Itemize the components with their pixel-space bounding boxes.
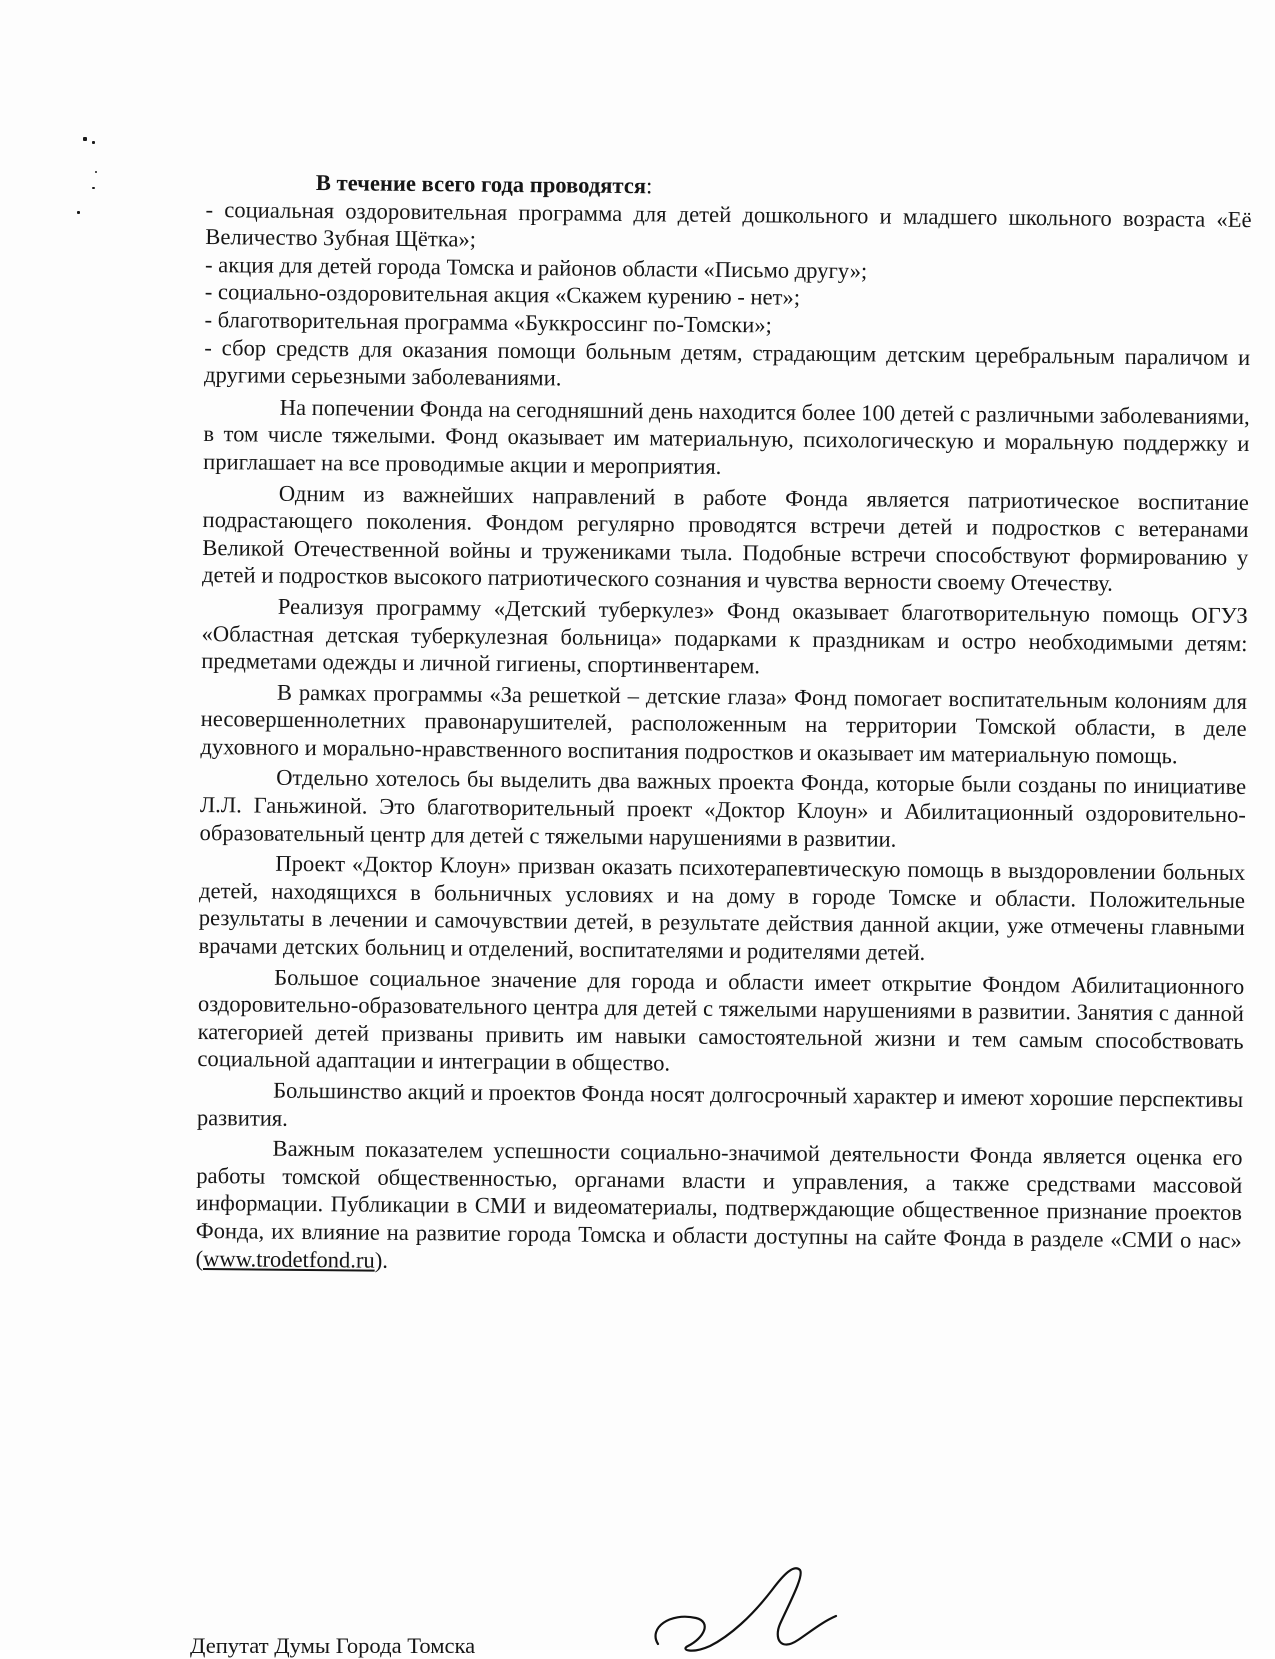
paragraph: В рамках программы «За решеткой – детские глаза» Фонд помогает воспитательным колониям для несовершеннолетних правонарушителей, расположенным на территории Томской области, в деле духовного и морально-нравственного воспитания подростков и оказывает им материальную помощь.	[200, 679, 1248, 769]
scan-speck	[92, 187, 95, 189]
list-item: - сбор средств для оказания помощи больным детям, страдающим детским церебральным параличом и другими серьезными заболеваниями.	[203, 334, 1251, 391]
paragraph: Одним из важнейших направлений в работе Фонда является патриотическое воспитание подрастающего поколения. Фондом регулярно проводятся встречи детей и подростков с ветеранами Великой Отечественной войны и тружениками тыла. Подобные встречи способствуют формированию у детей и подростков высокого патриотического сознания и чувства верности своему Отечеству.	[201, 480, 1249, 597]
scan-speck	[77, 211, 80, 214]
events-list	[204, 196, 1252, 399]
document-body	[195, 168, 1252, 1282]
website-link[interactable]: www.trodetfond.ru	[202, 1245, 375, 1273]
scan-speck	[95, 171, 97, 173]
signature-title: Депутат Думы Города Томска	[190, 1633, 476, 1658]
list-item: - социальная оздоровительная программа для детей дошкольного и младшего школьного возраста «Её Величество Зубная Щётка»;	[205, 196, 1252, 252]
paragraph: Проект «Доктор Клоун» призван оказать психотерапевтическую помощь в выздоровлении больных детей, находящихся в больничных условиях и на дому в городе Томске и области. Положительные результаты в лечении и самочувствии детей, в результате действия данной акции, уже отмечены главными врачами детских больниц и отделений, воспитателями и родителями детей.	[198, 850, 1246, 965]
list-item: - благотворительная программа «Буккроссинг по-Томски»;	[204, 306, 772, 338]
section-heading-text: В течение всего года проводятся	[315, 170, 647, 199]
list-item: - акция для детей города Томска и районов области «Письмо другу»;	[204, 251, 868, 284]
paragraph: Большинство акций и проектов Фонда носят долгосрочный характер и имеют хорошие перспективы развития.	[196, 1077, 1244, 1131]
paragraph: Большое социальное значение для города и области имеет открытие Фондом Абилитационного оздоровительно-образовательного центра для детей с тяжелыми нарушениями в развитии. Занятия с данной категорией детей призваны привить им навыки самостоятельной жизни и тем самым способствовать социальной адаптации и интеграции в общество.	[197, 964, 1245, 1076]
handwritten-signature	[640, 1560, 840, 1655]
scan-speck	[92, 141, 95, 144]
paragraph: Реализуя программу «Детский туберкулез» Фонд оказывает благотворительную помощь ОГУЗ «Областная детская туберкулезная больница» подарками к праздникам и остро необходимыми детям: предметами одежды и личной гигиены, спортинвентарем.	[201, 593, 1248, 679]
list-item: - социально-оздоровительная акция «Скажем курению - нет»;	[204, 279, 801, 311]
section-heading-colon: :	[645, 173, 653, 199]
scan-speck	[83, 137, 87, 141]
paragraph-media	[195, 1134, 1242, 1282]
paragraph-media-end: ).	[374, 1247, 389, 1273]
paragraph: Отдельно хотелось бы выделить два важных проекта Фонда, которые были созданы по инициативе Л.Л. Ганьжиной. Это благотворительный проект «Доктор Клоун» и Абилитационный оздоровительно-образовательный центр для детей с тяжелыми нарушениями в развитии.	[199, 765, 1247, 852]
paragraph-media-text: Важным показателем успешности социально-значимой деятельности Фонда является оценка его работы томской общественностью, органами власти и управления, а также средствами массовой информации. Публикации в СМИ и видеоматериалы, подтверждающие общественное признание проектов Фонда, их влияние на развитие города Томска и области доступны на сайте Фонда в разделе «СМИ о нас» (	[195, 1135, 1243, 1271]
paragraph: На попечении Фонда на сегодняшний день находится более 100 детей с различными заболеваниями, в том числе тяжелыми. Фонд оказывает им материальную, психологическую и моральную поддержку и приглашает на все проводимые акции и мероприятия.	[203, 394, 1250, 479]
